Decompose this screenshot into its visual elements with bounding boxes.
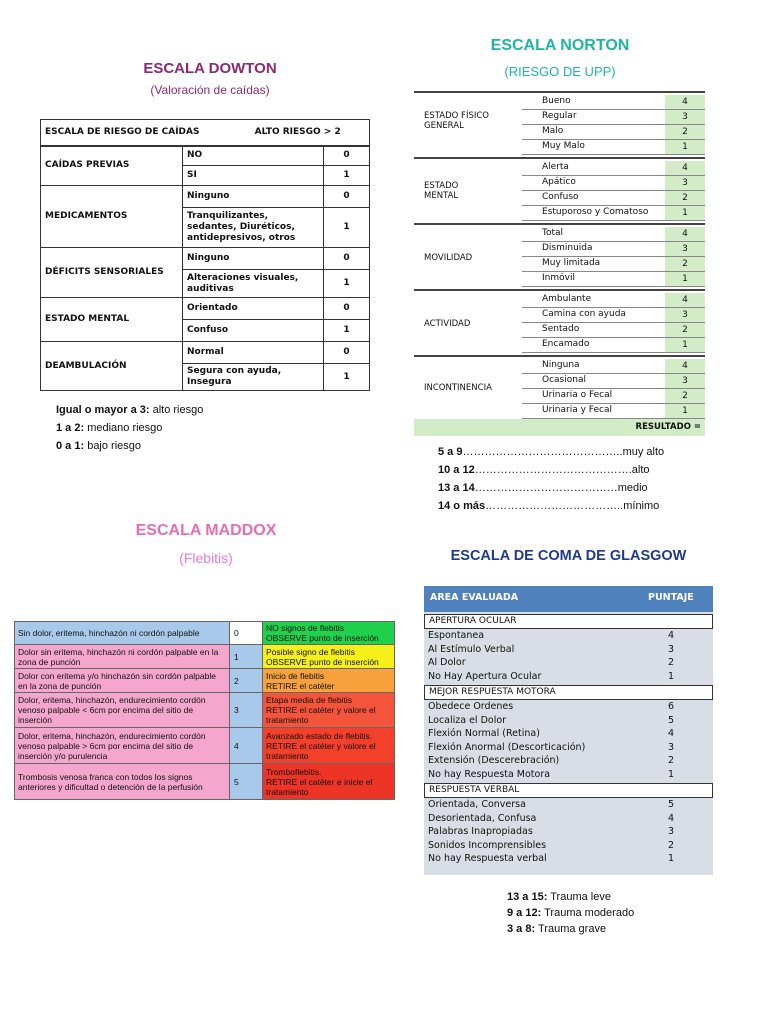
norton-row: Urinaria y Fecal 1: [522, 404, 705, 419]
table-row: [41, 248, 370, 270]
dowton-points: 1: [324, 270, 370, 298]
table-row: [15, 622, 395, 645]
norton-row: Encamado 1: [522, 338, 705, 353]
dowton-category: MEDICAMENTOS: [41, 186, 183, 248]
norton-row: Inmóvil 1: [522, 272, 705, 287]
maddox-desc: Dolor sin eritema, hinchazón ni cordón palpable en la zona de punción: [15, 645, 230, 669]
dowton-category: ESTADO MENTAL: [41, 298, 183, 342]
norton-row: Apático 3: [522, 176, 705, 191]
glasgow-section-label: RESPUESTA VERBAL: [424, 783, 713, 798]
norton-group-label: ACTIVIDAD: [424, 319, 471, 329]
dowton-item: Confuso: [183, 320, 324, 342]
norton-row: Confuso 2: [522, 191, 705, 206]
maddox-desc: Dolor, eritema, hinchazón, endurecimiento cordón venoso palpable > 6cm por encima del sitio de inserción y/o purulencia: [15, 728, 230, 764]
norton-row: Camina con ayuda 3: [522, 308, 705, 323]
dowton-header-right: ALTO RIESGO > 2: [254, 126, 341, 137]
dowton-points: 0: [324, 248, 370, 270]
dowton-item: Orientado: [183, 298, 324, 320]
legend-item: 3 a 8: Trauma grave: [507, 923, 607, 935]
norton-result-label: RESULTADO =: [635, 422, 701, 432]
legend-item: 0 a 1: bajo riesgo: [56, 440, 142, 452]
norton-row: Muy limitada 2: [522, 257, 705, 272]
legend-item: 9 a 12: Trauma moderado: [507, 907, 635, 919]
norton-group: [414, 289, 705, 355]
dowton-item: Segura con ayuda, Insegura: [183, 364, 324, 391]
maddox-result: Inicio de flebitis RETIRE el catéter: [263, 669, 395, 693]
glasgow-col-area: AREA EVALUADA: [430, 592, 519, 603]
maddox-result: Tromboflebitis. RETIRE el catéter e inicie el tratamiento: [263, 764, 395, 800]
dowton-item: Alteraciones visuales, auditivas: [183, 270, 324, 298]
legend-item: 5 a 9……………………………………..muy alto: [438, 446, 665, 458]
maddox-result: Avanzado estado de flebitis. RETIRE el catéter y valore el tratamiento: [263, 728, 395, 764]
dowton-title: ESCALA DOWTON: [143, 60, 277, 77]
norton-row: Ninguna 4: [522, 359, 705, 374]
dowton-item: Ninguno: [183, 186, 324, 208]
table-row: [41, 342, 370, 364]
maddox-table: [14, 621, 395, 800]
dowton-header-row: [41, 120, 370, 146]
glasgow-table: [424, 586, 713, 875]
maddox-result: Posible signo de flebitis OBSERVE punto de inserción: [263, 645, 395, 669]
dowton-points: 0: [324, 298, 370, 320]
table-row: [15, 764, 395, 800]
norton-row: Bueno 4: [522, 95, 705, 110]
glasgow-row: Al Estímulo Verbal 3: [428, 643, 675, 655]
norton-row: Sentado 2: [522, 323, 705, 338]
maddox-num: 1: [230, 645, 263, 669]
glasgow-row: Al Dolor 2: [428, 657, 675, 668]
norton-row: Total 4: [522, 227, 705, 242]
maddox-num: 2: [230, 669, 263, 693]
dowton-points: 1: [324, 208, 370, 248]
glasgow-col-score: PUNTAJE: [648, 592, 694, 603]
dowton-table: [40, 119, 370, 391]
glasgow-row: Localiza el Dolor 5: [428, 714, 675, 726]
norton-result-row: [414, 419, 705, 436]
norton-group-label: ESTADO MENTAL: [424, 181, 459, 201]
table-row: [15, 693, 395, 728]
norton-row: Disminuida 3: [522, 242, 705, 257]
table-row: [41, 186, 370, 208]
norton-row: Ambulante 4: [522, 293, 705, 308]
table-row: [15, 645, 395, 669]
norton-group-label: INCONTINENCIA: [424, 383, 492, 393]
dowton-points: 0: [324, 186, 370, 208]
dowton-item: Normal: [183, 342, 324, 364]
table-row: [41, 298, 370, 320]
norton-group-label: MOVILIDAD: [424, 253, 473, 263]
glasgow-row: Obedece Ordenes 6: [428, 701, 675, 712]
legend-item: 13 a 14…………………………………medio: [438, 482, 648, 494]
dowton-category: DEAMBULACIÓN: [41, 342, 183, 391]
dowton-item: Ninguno: [183, 248, 324, 270]
maddox-title: ESCALA MADDOX: [135, 522, 277, 539]
maddox-num: 5: [230, 764, 263, 800]
norton-row: Regular 3: [522, 110, 705, 125]
norton-group: [414, 355, 705, 419]
glasgow-row: No hay Respuesta verbal 1: [428, 853, 675, 864]
legend-item: 1 a 2: mediano riesgo: [56, 422, 163, 434]
legend-item: 13 a 15: Trauma leve: [507, 891, 611, 903]
glasgow-row: Desorientada, Confusa 4: [428, 812, 675, 824]
legend-item: 10 a 12…………………………………….alto: [438, 464, 650, 476]
glasgow-row: Palabras Inapropiadas 3: [428, 826, 675, 837]
glasgow-row: Orientada, Conversa 5: [428, 799, 675, 810]
table-row: [15, 728, 395, 764]
norton-group: [414, 157, 705, 223]
maddox-subtitle: (Flebitis): [179, 550, 233, 566]
legend-item: Igual o mayor a 3: alto riesgo: [56, 404, 204, 416]
maddox-num: 3: [230, 693, 263, 728]
norton-row: Muy Malo 1: [522, 140, 705, 155]
glasgow-row: No hay Respuesta Motora 1: [428, 768, 675, 780]
norton-row: Malo 2: [522, 125, 705, 140]
dowton-item: Tranquilizantes, sedantes, Diuréticos, antidepresivos, otros: [183, 208, 324, 248]
norton-legend: [438, 443, 678, 515]
dowton-item: NO: [183, 146, 324, 166]
norton-row: Urinaria o Fecal 2: [522, 389, 705, 404]
maddox-desc: Dolor con eritema y/o hinchazón sin cordón palpable en la zona de punción: [15, 669, 230, 693]
glasgow-section-label: APERTURA OCULAR: [424, 614, 713, 629]
glasgow-row: Espontanea 4: [428, 630, 675, 641]
glasgow-header: [424, 586, 713, 612]
glasgow-row: No Hay Apertura Ocular 1: [428, 670, 675, 682]
norton-row: Estuporoso y Comatoso 1: [522, 206, 705, 221]
dowton-points: 0: [324, 146, 370, 166]
maddox-num: 4: [230, 728, 263, 764]
glasgow-row: Flexión Anormal (Descorticación) 3: [428, 741, 675, 753]
glasgow-row: Flexión Normal (Retina) 4: [428, 728, 675, 739]
dowton-item: SI: [183, 166, 324, 186]
dowton-points: 0: [324, 342, 370, 364]
dowton-legend: [56, 401, 276, 455]
maddox-desc: Dolor, eritema, hinchazón, endurecimiento cordón venoso palpable < 6cm por encima del sitio de inserción: [15, 693, 230, 728]
dowton-header-left: ESCALA DE RIESGO DE CAÍDAS: [45, 126, 200, 137]
glasgow-row: Extensión (Descerebración) 2: [428, 755, 675, 766]
norton-group: [414, 223, 705, 289]
maddox-result: NO signos de flebitis OBSERVE punto de inserción: [263, 622, 395, 645]
dowton-category: DÉFICITS SENSORIALES: [41, 248, 183, 298]
legend-item: 14 o más………………………………..mínimo: [438, 500, 660, 512]
norton-group: [414, 91, 705, 157]
glasgow-legend: [507, 889, 707, 937]
glasgow-section-label: MEJOR RESPUESTA MOTORA: [424, 685, 713, 700]
dowton-subtitle: (Valoración de caídas): [150, 83, 270, 97]
dowton-points: 1: [324, 320, 370, 342]
table-row: [15, 669, 395, 693]
maddox-num: 0: [230, 622, 263, 645]
maddox-desc: Sin dolor, eritema, hinchazón ni cordón palpable: [15, 622, 230, 645]
norton-row: Ocasional 3: [522, 374, 705, 389]
norton-table: [414, 91, 705, 436]
norton-subtitle: (RIESGO DE UPP): [504, 64, 616, 79]
norton-group-label: ESTADO FÍSICO GENERAL: [424, 111, 489, 131]
dowton-points: 1: [324, 364, 370, 391]
dowton-points: 1: [324, 166, 370, 186]
table-row: [41, 146, 370, 166]
glasgow-title: ESCALA DE COMA DE GLASGOW: [450, 548, 687, 564]
maddox-result: Etapa media de flebitis RETIRE el catéter y valore el tratamiento: [263, 693, 395, 728]
glasgow-row: Sonidos Incomprensibles 2: [428, 839, 675, 851]
norton-title: ESCALA NORTON: [490, 37, 630, 54]
maddox-desc: Trombosis venosa franca con todos los signos anteriores y dificultad o detención de la perfusión: [15, 764, 230, 800]
norton-row: Alerta 4: [522, 161, 705, 176]
dowton-category: CAÍDAS PREVIAS: [41, 146, 183, 186]
